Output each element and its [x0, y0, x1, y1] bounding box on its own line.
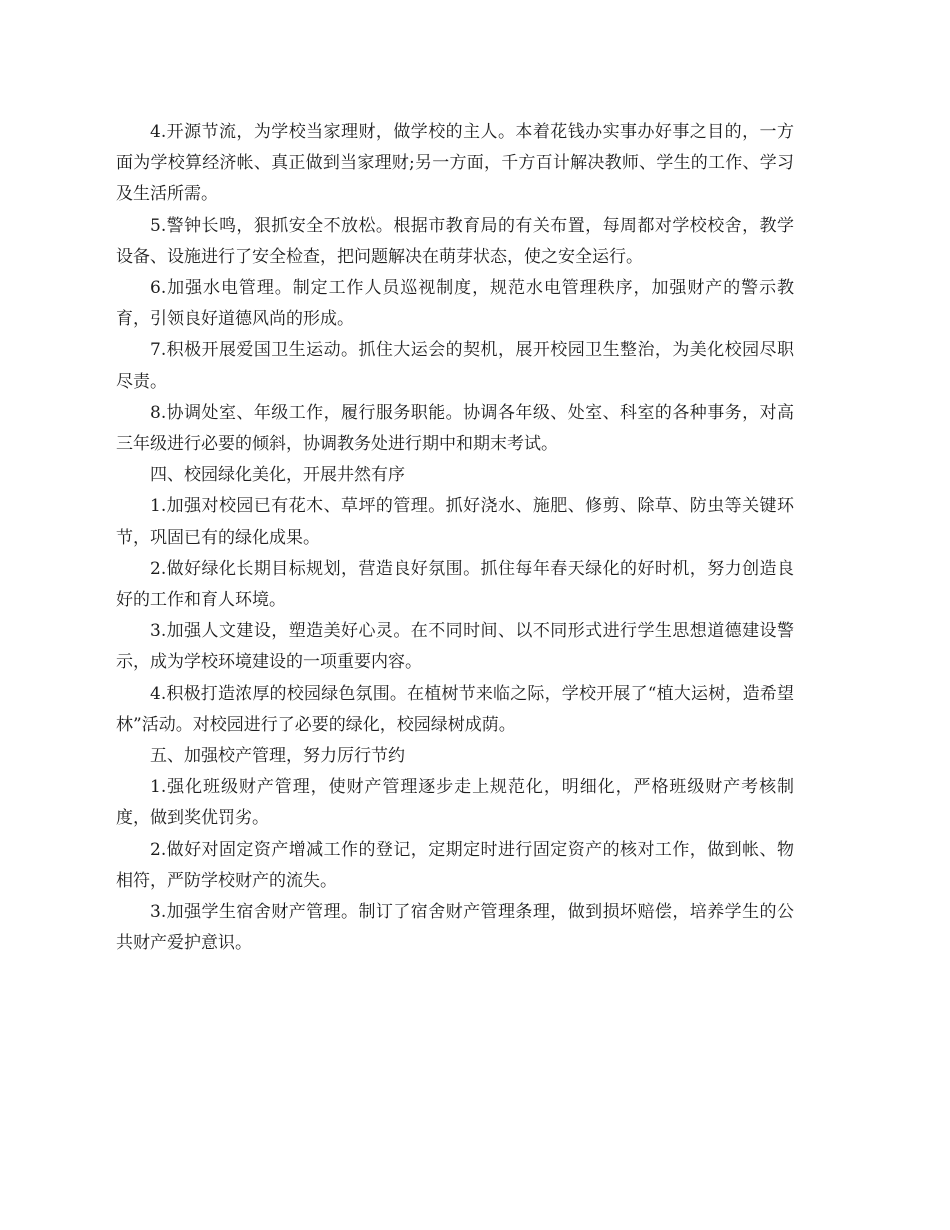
paragraph: 2.做好绿化长期目标规划，营造良好氛围。抓住每年春天绿化的好时机，努力创造良好的工作和育人环境。	[116, 558, 794, 611]
paragraph: 3.加强学生宿舍财产管理。制订了宿舍财产管理条理，做到损坏赔偿，培养学生的公共财产爱护意识。	[116, 902, 794, 954]
paragraph: 6.加强水电管理。制定工作人员巡视制度，规范水电管理秩序，加强财产的警示教育，引领良好道德风尚的形成。	[116, 278, 794, 330]
paragraph: 1.加强对校园已有花木、草坪的管理。抓好浇水、施肥、修剪、除草、防虫等关键环节，巩固已有的绿化成果。	[116, 496, 794, 548]
section-heading: 四、校园绿化美化，开展井然有序	[150, 465, 405, 486]
paragraph: 4.积极打造浓厚的校园绿色氛围。在植树节来临之际，学校开展了“植大运树，造希望林”活动。对校园进行了必要的绿化，校园绿树成荫。	[116, 683, 794, 735]
paragraph: 8.协调处室、年级工作，履行服务职能。协调各年级、处室、科室的各种事务，对高三年级进行必要的倾斜，协调教务处进行期中和期末考试。	[116, 402, 794, 455]
paragraph: 3.加强人文建设，塑造美好心灵。在不同时间、以不同形式进行学生思想道德建设警示，成为学校环境建设的一项重要内容。	[116, 621, 794, 673]
paragraph: 4.开源节流，为学校当家理财，做学校的主人。本着花钱办实事办好事之目的，一方面为学校算经济帐、真正做到当家理财;另一方面，千方百计解决教师、学生的工作、学习及生活所需。	[116, 122, 794, 205]
paragraph: 5.警钟长鸣，狠抓安全不放松。根据市教育局的有关布置，每周都对学校校舍，教学设备、设施进行了安全检查，把问题解决在萌芽状态，使之安全运行。	[116, 215, 794, 267]
paragraph: 2.做好对固定资产增减工作的登记，定期定时进行固定资产的核对工作，做到帐、物相符，严防学校财产的流失。	[116, 839, 794, 891]
paragraph: 7.积极开展爱国卫生运动。抓住大运会的契机，展开校园卫生整治，为美化校园尽职尽责。	[116, 340, 794, 392]
paragraph: 1.强化班级财产管理，使财产管理逐步走上规范化，明细化，严格班级财产考核制度，做到奖优罚劣。	[116, 777, 794, 829]
section-heading: 五、加强校产管理，努力厉行节约	[150, 746, 405, 767]
document-body	[116, 117, 794, 959]
